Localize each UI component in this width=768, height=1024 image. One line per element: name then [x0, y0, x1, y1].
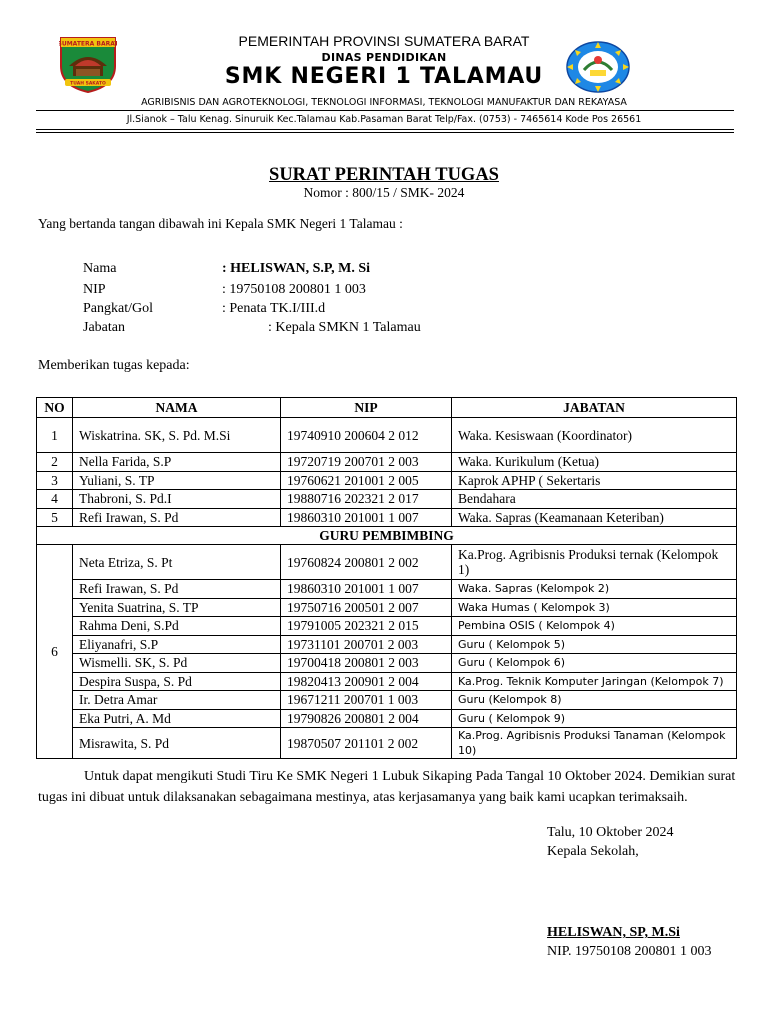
column-header-position: JABATAN: [452, 398, 737, 418]
identity-position-label: Jabatan: [83, 320, 125, 335]
row-name: Refi Irawan, S. Pd: [73, 580, 281, 599]
header-double-rule-top: [36, 129, 734, 130]
signature-role: Kepala Sekolah,: [547, 844, 639, 859]
identity-position-value: : Kepala SMKN 1 Talamau: [268, 320, 421, 335]
column-header-nip: NIP: [281, 398, 452, 418]
table-row: [37, 598, 737, 617]
row-name: Ir. Detra Amar: [73, 691, 281, 710]
row-position: Waka. Sapras (Keamanaan Keteriban): [452, 508, 737, 527]
row-nip: 19790826 200801 2 004: [281, 709, 452, 728]
row-position: Guru ( Kelompok 6): [452, 654, 737, 673]
row-name: Nella Farida, S.P: [73, 453, 281, 472]
table-row: [37, 728, 737, 759]
table-row: [37, 654, 737, 673]
row-position: Waka. Sapras (Kelompok 2): [452, 580, 737, 599]
row-nip: 19860310 201001 1 007: [281, 508, 452, 527]
identity-rank-label: Pangkat/Gol: [83, 301, 153, 316]
svg-text:SUMATERA BARAT: SUMATERA BARAT: [59, 40, 117, 48]
row-nip: 19720719 200701 2 003: [281, 453, 452, 472]
table-row: [37, 545, 737, 580]
row-position: Guru ( Kelompok 9): [452, 709, 737, 728]
row-nip: 19740910 200604 2 012: [281, 418, 452, 453]
row-nip: 19791005 202321 2 015: [281, 617, 452, 636]
row-nip: 19880716 202321 2 017: [281, 490, 452, 509]
row-name: Refi Irawan, S. Pd: [73, 508, 281, 527]
signatory-nip: NIP. 19750108 200801 1 003: [547, 944, 712, 959]
table-row: [37, 453, 737, 472]
closing-paragraph: Untuk dapat mengikuti Studi Tiru Ke SMK Negeri 1 Lubuk Sikaping Pada Tangal 10 Oktober 2024. Demikian surat tugas ini dibuat untuk dilaksanakan sebagaimana mestinya, atas kerjasamanya yang baik kami ucapkan terimaksaih.: [38, 769, 736, 805]
row-no: 1: [37, 418, 73, 453]
table-row: [37, 418, 737, 453]
row-name: Yenita Suatrina, S. TP: [73, 598, 281, 617]
table-header-row: [37, 398, 737, 418]
row-name: Wismelli. SK, S. Pd: [73, 654, 281, 673]
row-position: Ka.Prog. Agribisnis Produksi Tanaman (Kelompok 10): [452, 728, 737, 759]
identity-nip-label: NIP: [83, 282, 106, 297]
identity-name-label: Nama: [83, 261, 117, 276]
table-row: [37, 617, 737, 636]
assignment-intro: Memberikan tugas kepada:: [38, 358, 190, 373]
header-double-rule-bottom: [36, 132, 734, 133]
row-position: Ka.Prog. Agribisnis Produksi ternak (Kelompok 1): [452, 545, 737, 580]
row-position: Kaprok APHP ( Sekertaris: [452, 471, 737, 490]
table-row: [37, 635, 737, 654]
row-name: Wiskatrina. SK, S. Pd. M.Si: [73, 418, 281, 453]
table-row: [37, 490, 737, 509]
school-fields: AGRIBISNIS DAN AGROTEKNOLOGI, TEKNOLOGI INFORMASI, TEKNOLOGI MANUFAKTUR DAN REKAYASA: [141, 97, 627, 108]
row-name: Eliyanafri, S.P: [73, 635, 281, 654]
signatory-name: HELISWAN, SP, M.Si: [547, 925, 680, 940]
column-header-name: NAMA: [73, 398, 281, 418]
row-no: 5: [37, 508, 73, 527]
row-no: 3: [37, 471, 73, 490]
row-nip: 19870507 201101 2 002: [281, 728, 452, 759]
table-row: [37, 672, 737, 691]
table-row: [37, 508, 737, 527]
row-nip: 19700418 200801 2 003: [281, 654, 452, 673]
svg-text:TUAH SAKATO: TUAH SAKATO: [70, 81, 106, 87]
table-row: [37, 691, 737, 710]
government-name: PEMERINTAH PROVINSI SUMATERA BARAT: [238, 33, 530, 49]
row-name: Yuliani, S. TP: [73, 471, 281, 490]
row-nip: 19750716 200501 2 007: [281, 598, 452, 617]
row-nip: 19671211 200701 1 003: [281, 691, 452, 710]
letter-intro: Yang bertanda tangan dibawah ini Kepala SMK Negeri 1 Talamau :: [38, 216, 403, 231]
row-name: Misrawita, S. Pd: [73, 728, 281, 759]
identity-rank-value: : Penata TK.I/III.d: [222, 301, 326, 316]
row-name: Despira Suspa, S. Pd: [73, 672, 281, 691]
identity-nip-value: : 19750108 200801 1 003: [222, 282, 366, 297]
header-rule: [36, 110, 734, 111]
row-nip: 19860310 201001 1 007: [281, 580, 452, 599]
row-position: Waka Humas ( Kelompok 3): [452, 598, 737, 617]
row-nip: 19760621 201001 2 005: [281, 471, 452, 490]
row-position: Ka.Prog. Teknik Komputer Jaringan (Kelompok 7): [452, 672, 737, 691]
row-no: 2: [37, 453, 73, 472]
table-row: [37, 580, 737, 599]
row-position: Waka. Kesiswaan (Koordinator): [452, 418, 737, 453]
row-position: Pembina OSIS ( Kelompok 4): [452, 617, 737, 636]
letter-number: Nomor : 800/15 / SMK- 2024: [303, 185, 465, 200]
row-nip: 19731101 200701 2 003: [281, 635, 452, 654]
row-name: Thabroni, S. Pd.I: [73, 490, 281, 509]
row-position: Waka. Kurikulum (Ketua): [452, 453, 737, 472]
row-nip: 19820413 200901 2 004: [281, 672, 452, 691]
group-no: 6: [37, 545, 73, 759]
row-nip: 19760824 200801 2 002: [281, 545, 452, 580]
row-name: Eka Putri, A. Md: [73, 709, 281, 728]
row-name: Rahma Deni, S.Pd: [73, 617, 281, 636]
department-name: DINAS PENDIDIKAN: [321, 51, 447, 64]
group-title: GURU PEMBIMBING: [37, 527, 737, 545]
row-position: Guru ( Kelompok 5): [452, 635, 737, 654]
column-header-no: NO: [37, 398, 73, 418]
group-header-row: [37, 527, 737, 545]
table-row: [37, 709, 737, 728]
identity-name-value: : HELISWAN, S.P, M. Si: [222, 261, 371, 276]
signature-place-date: Talu, 10 Oktober 2024: [547, 825, 674, 840]
table-row: [37, 471, 737, 490]
assignment-table: [36, 397, 737, 759]
row-position: Bendahara: [452, 490, 737, 509]
row-position: Guru (Kelompok 8): [452, 691, 737, 710]
school-name: SMK NEGERI 1 TALAMAU: [224, 64, 544, 89]
row-name: Neta Etriza, S. Pt: [73, 545, 281, 580]
school-address: Jl.Sianok – Talu Kenag. Sinuruik Kec.Talamau Kab.Pasaman Barat Telp/Fax. (0753) - 7465614 Kode Pos 26561: [126, 114, 642, 125]
letter-title: SURAT PERINTAH TUGAS: [269, 165, 499, 185]
row-no: 4: [37, 490, 73, 509]
